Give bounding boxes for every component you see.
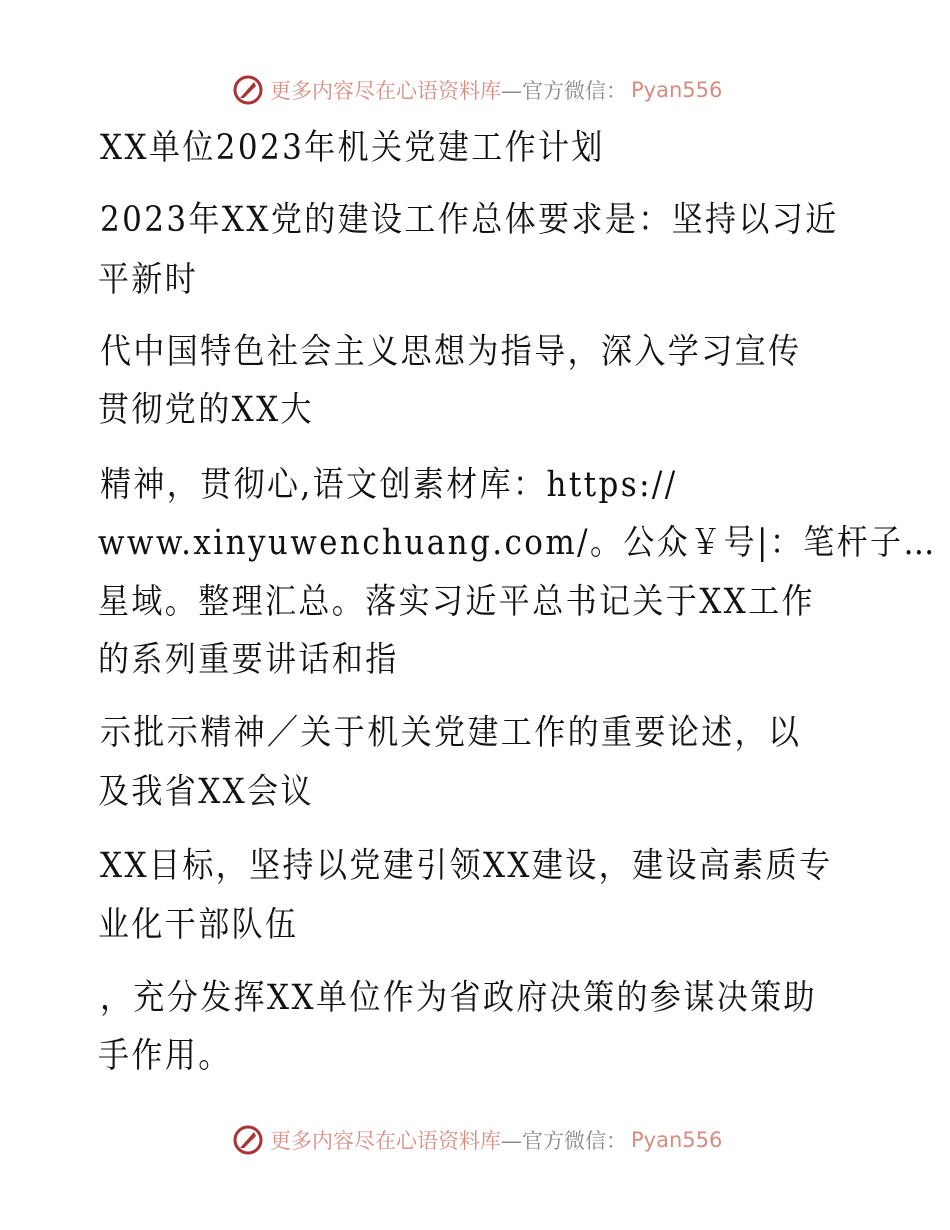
watermark-wechat-id: Pyan556 [631, 1128, 723, 1152]
paragraph-line: 2023年XX党的建设工作总体要求是：坚持以习近 [100, 199, 839, 241]
watermark-label: —官方微信： [501, 1129, 627, 1153]
paragraph-line: 代中国特色社会主义思想为指导，深入学习宣传 [100, 331, 802, 373]
doc-title: XX单位2023年机关党建工作计划 [100, 127, 605, 169]
watermark-text: 更多内容尽在心语资料库 [270, 79, 501, 103]
paragraph-line: 平新时 [98, 259, 199, 301]
paragraph-line: 精神，贯彻心,语文创素材库：https:// [100, 464, 678, 506]
paragraph-line: 的系列重要讲话和指 [98, 639, 399, 681]
paragraph-line: XX目标，坚持以党建引领XX建设，建设高素质专 [100, 845, 833, 887]
paragraph-line: www.xinyuwenchuang.com/。公众￥号|：笔杆子… [98, 522, 937, 564]
watermark-wechat-id: Pyan556 [631, 78, 723, 102]
paragraph-line: 星域。整理汇总。落实习近平总书记关于XX工作 [98, 581, 815, 623]
paragraph-line: 贯彻党的XX大 [98, 389, 314, 431]
footer-watermark [232, 1122, 722, 1158]
paragraph-line: ，充分发挥XX单位作为省政府决策的参谋决策助 [100, 977, 817, 1019]
paragraph-line: 及我省XX会议 [98, 771, 314, 813]
paragraph-line: 示批示精神／关于机关党建工作的重要论述，以 [100, 712, 802, 754]
quill-logo-icon [232, 74, 264, 106]
quill-logo-icon [232, 1124, 264, 1156]
watermark-label: —官方微信： [501, 79, 627, 103]
paragraph-line: 业化干部队伍 [98, 904, 299, 946]
header-watermark [232, 72, 722, 108]
paragraph-line: 手作用。 [98, 1035, 232, 1077]
watermark-text: 更多内容尽在心语资料库 [270, 1129, 501, 1153]
